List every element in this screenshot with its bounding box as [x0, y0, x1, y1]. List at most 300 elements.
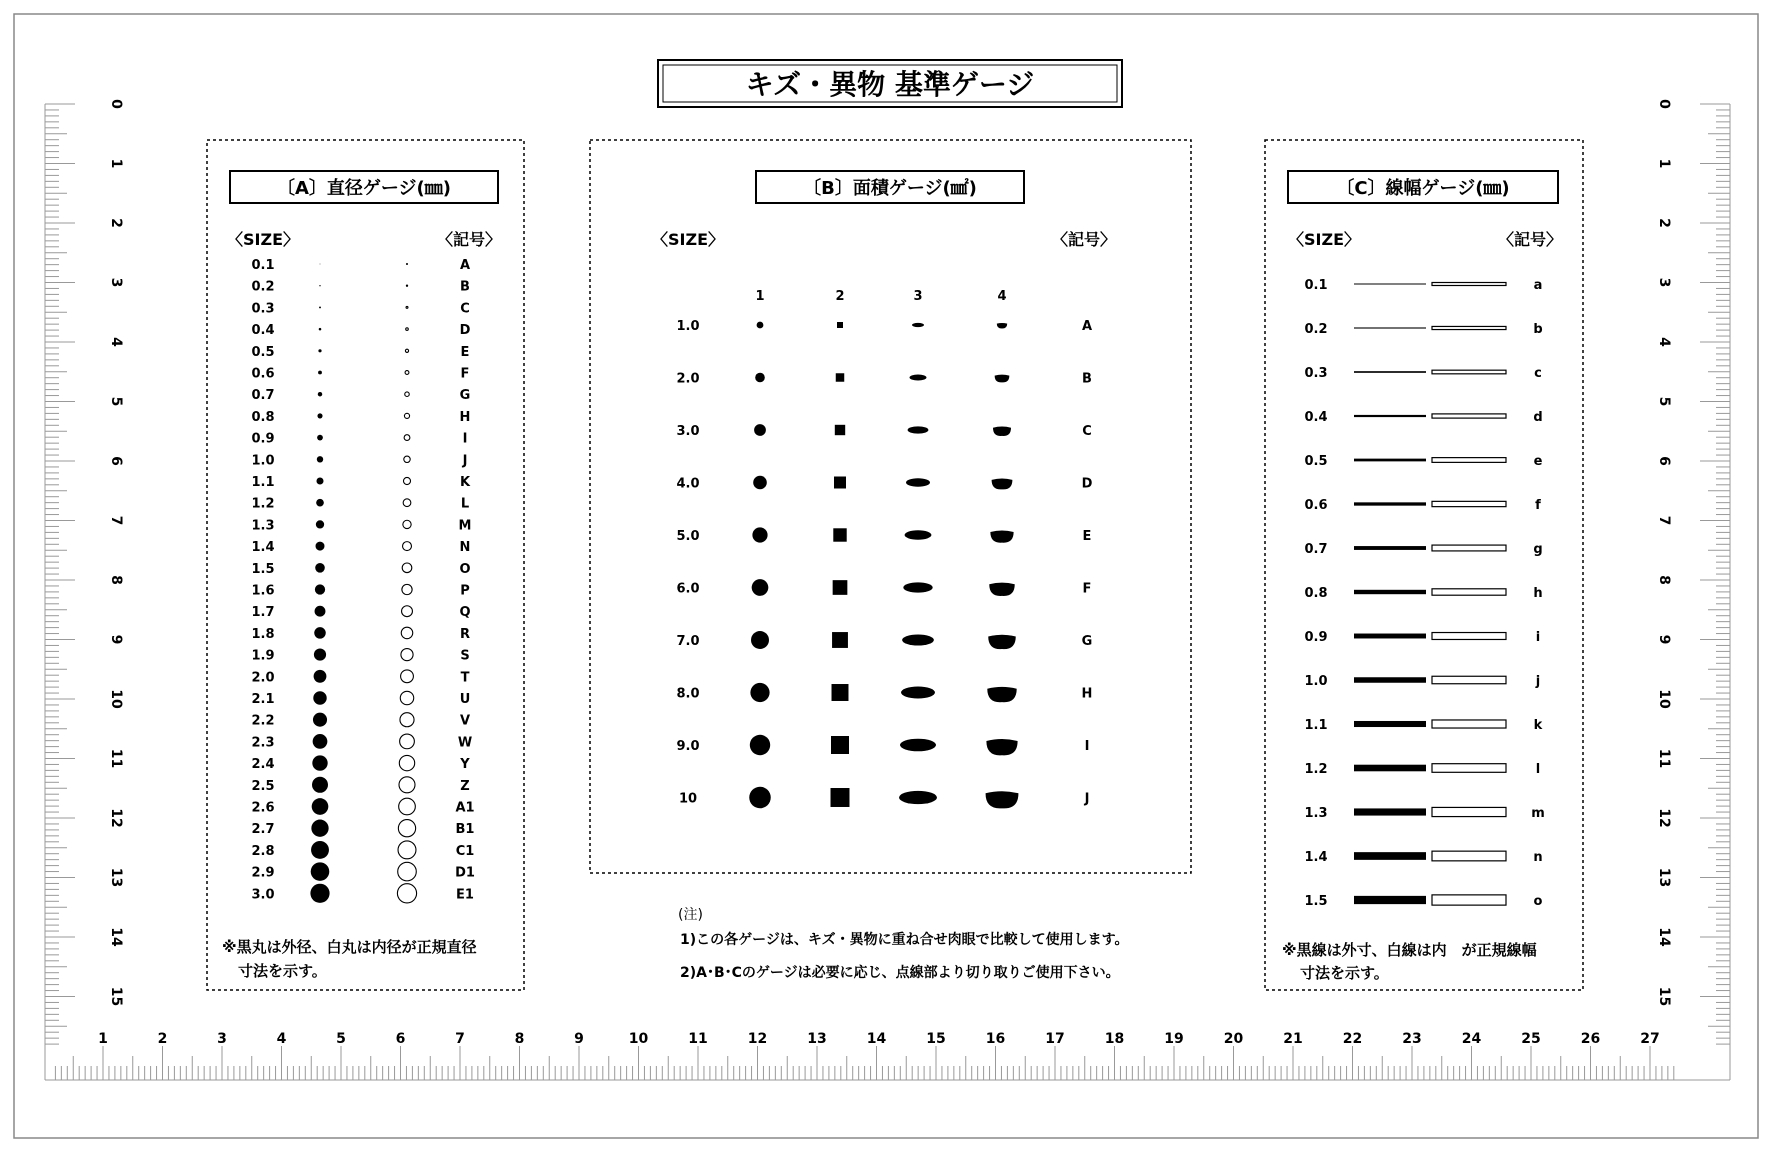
linewidth-size-label: 1.3 [1304, 806, 1328, 821]
area-halfmoon-shape [990, 531, 1013, 543]
white-dot-inner-diameter [400, 713, 414, 727]
bottom-ruler-number: 1 [98, 1031, 108, 1047]
panel-b-title: 〔B〕面積ゲージ(㎟) [803, 178, 977, 199]
diameter-code-label: U [459, 692, 471, 707]
white-line-inner-width [1432, 676, 1506, 684]
linewidth-code-label: m [1531, 806, 1545, 821]
linewidth-size-label: 1.5 [1304, 894, 1328, 909]
white-line-inner-width [1432, 370, 1506, 374]
white-dot-inner-diameter [402, 584, 412, 594]
black-line-outer-width [1354, 327, 1426, 328]
linewidth-code-label: b [1533, 322, 1543, 337]
diameter-size-label: 2.9 [251, 865, 275, 881]
white-line-inner-width [1432, 895, 1506, 905]
black-line-outer-width [1354, 677, 1426, 683]
area-square-shape [833, 528, 846, 541]
white-dot-inner-diameter [398, 862, 417, 881]
black-dot-outer-diameter [317, 435, 323, 441]
linewidth-size-label: 0.4 [1304, 410, 1328, 425]
panel-c-code-label: 〈記号〉 [1498, 230, 1563, 249]
linewidth-code-label: l [1535, 762, 1541, 777]
area-halfmoon-shape [989, 583, 1014, 596]
diameter-size-label: 0.5 [251, 344, 275, 360]
black-dot-outer-diameter [314, 670, 327, 683]
white-dot-inner-diameter [401, 627, 413, 639]
area-square-shape [832, 632, 848, 648]
white-line-inner-width [1432, 458, 1506, 463]
linewidth-size-label: 0.7 [1304, 542, 1328, 557]
bottom-ruler-number: 25 [1521, 1031, 1541, 1047]
diameter-size-label: 0.6 [251, 366, 275, 382]
area-square-shape [834, 477, 846, 489]
black-dot-outer-diameter [316, 499, 324, 507]
diameter-size-label: 2.4 [251, 757, 275, 773]
diameter-code-label: C [460, 301, 470, 317]
side-ruler-number: 8 [108, 575, 124, 585]
white-line-inner-width [1432, 851, 1506, 861]
diameter-size-label: 0.4 [251, 323, 275, 339]
black-line-outer-width [1354, 415, 1426, 417]
diameter-code-label: T [460, 670, 470, 686]
area-size-label: 7.0 [676, 634, 700, 649]
area-square-shape [833, 580, 848, 595]
area-column-header: 3 [913, 289, 923, 304]
black-dot-outer-diameter [311, 820, 328, 837]
bottom-ruler-number: 27 [1640, 1031, 1660, 1047]
diameter-size-label: 2.2 [251, 713, 275, 729]
white-line-inner-width [1432, 414, 1506, 418]
diameter-code-label: E1 [456, 887, 474, 903]
diameter-size-label: 0.9 [251, 431, 275, 447]
linewidth-code-label: e [1533, 454, 1543, 469]
area-ellipse-shape [910, 375, 927, 381]
bottom-ruler-number: 13 [807, 1031, 827, 1047]
linewidth-size-label: 1.0 [1304, 674, 1328, 689]
diameter-size-label: 1.5 [251, 561, 275, 577]
usage-notes [678, 907, 1128, 981]
white-dot-inner-diameter [399, 798, 416, 815]
diameter-size-label: 2.1 [251, 692, 275, 707]
white-line-inner-width [1432, 764, 1506, 773]
bottom-ruler-number: 17 [1045, 1031, 1065, 1047]
black-dot-outer-diameter [315, 606, 326, 617]
diameter-size-label: 2.6 [251, 800, 275, 816]
black-dot-outer-diameter [318, 371, 322, 375]
diameter-code-label: V [459, 713, 471, 729]
area-code-label: I [1084, 739, 1090, 754]
bottom-ruler-number: 24 [1461, 1031, 1482, 1047]
black-dot-outer-diameter [314, 627, 326, 639]
side-ruler-number: 1 [1656, 158, 1672, 169]
bottom-ruler-number: 22 [1342, 1031, 1363, 1047]
diameter-code-label: F [460, 366, 470, 382]
black-line-outer-width [1354, 590, 1426, 594]
black-dot-outer-diameter [319, 285, 320, 286]
area-ellipse-shape [899, 791, 937, 804]
diameter-code-label: C1 [455, 843, 475, 859]
white-dot-inner-diameter [407, 264, 408, 265]
area-ellipse-shape [901, 687, 935, 699]
black-dot-outer-diameter [313, 713, 327, 727]
bottom-ruler [45, 1031, 1730, 1080]
side-ruler-number: 12 [1656, 808, 1672, 828]
white-dot-inner-diameter [400, 691, 413, 704]
panel-c-line-width-gauge [1265, 140, 1583, 990]
area-code-label: C [1082, 424, 1092, 439]
diameter-size-label: 2.5 [251, 778, 275, 794]
linewidth-size-label: 0.1 [1304, 278, 1328, 293]
diameter-code-label: D1 [455, 865, 475, 881]
black-dot-outer-diameter [312, 755, 327, 770]
side-ruler-number: 11 [108, 748, 124, 769]
bottom-ruler-number: 8 [514, 1031, 525, 1047]
black-dot-outer-diameter [316, 542, 325, 551]
black-dot-outer-diameter [314, 649, 326, 661]
bottom-ruler-number: 26 [1580, 1031, 1601, 1047]
diameter-code-label: M [458, 518, 472, 534]
white-dot-inner-diameter [403, 499, 411, 507]
linewidth-code-label: j [1535, 674, 1541, 689]
area-halfmoon-shape [997, 323, 1007, 328]
area-circle-shape [751, 631, 769, 649]
diameter-size-label: 1.6 [251, 583, 275, 599]
diameter-code-label: Y [460, 757, 470, 773]
black-line-outer-width [1354, 459, 1426, 462]
panel-a-note-line1: ※黒丸は外径、白丸は内径が正規直径 [222, 938, 477, 956]
side-ruler-number: 2 [1656, 218, 1672, 228]
area-circle-shape [755, 373, 765, 383]
area-square-shape [837, 322, 843, 328]
linewidth-size-label: 0.3 [1304, 366, 1328, 381]
black-dot-outer-diameter [311, 862, 330, 881]
white-dot-inner-diameter [399, 755, 414, 770]
black-line-outer-width [1354, 634, 1426, 639]
area-ellipse-shape [912, 323, 924, 327]
side-ruler-number: 13 [108, 867, 124, 888]
diameter-code-label: Z [460, 778, 470, 794]
area-size-label: 6.0 [676, 581, 700, 597]
diameter-code-label: E [460, 344, 470, 360]
diameter-size-label: 2.8 [251, 843, 275, 859]
black-line-outer-width [1354, 371, 1426, 373]
area-column-header: 4 [997, 289, 1007, 304]
side-ruler-number: 14 [108, 927, 124, 947]
black-line-outer-width [1354, 896, 1426, 904]
side-ruler-number: 15 [1656, 986, 1672, 1007]
diameter-size-label: 0.8 [251, 409, 275, 425]
black-dot-outer-diameter [311, 841, 329, 859]
area-size-label: 2.0 [676, 371, 700, 387]
bottom-ruler-number: 14 [866, 1031, 887, 1047]
area-ellipse-shape [906, 478, 930, 486]
black-line-outer-width [1354, 502, 1426, 505]
area-circle-shape [752, 579, 769, 596]
bottom-ruler-number: 19 [1164, 1031, 1184, 1047]
diameter-code-label: I [462, 431, 468, 447]
black-line-outer-width [1354, 721, 1426, 727]
panel-b-code-label: 〈記号〉 [1052, 230, 1117, 249]
side-ruler-number: 5 [108, 396, 124, 407]
area-column-header: 1 [755, 289, 765, 304]
black-dot-outer-diameter [316, 477, 323, 484]
area-circle-shape [753, 476, 767, 490]
white-dot-inner-diameter [400, 734, 415, 749]
diameter-code-label: A [459, 258, 471, 273]
area-halfmoon-shape [986, 791, 1019, 808]
bottom-ruler-number: 23 [1402, 1031, 1422, 1047]
area-square-shape [831, 736, 849, 754]
left-ruler [45, 99, 124, 1080]
side-ruler-number: 9 [108, 634, 124, 645]
diameter-size-label: 0.7 [251, 388, 275, 404]
white-dot-inner-diameter [398, 841, 416, 859]
side-ruler-number: 6 [108, 456, 124, 466]
area-code-label: H [1081, 686, 1093, 702]
black-dot-outer-diameter [312, 798, 329, 815]
title-box [658, 60, 1122, 107]
area-ellipse-shape [900, 739, 936, 752]
bottom-ruler-number: 16 [985, 1031, 1006, 1047]
white-dot-inner-diameter [403, 477, 410, 484]
panel-c-title: 〔C〕線幅ゲージ(㎜) [1336, 178, 1510, 199]
area-code-label: E [1082, 529, 1092, 544]
side-ruler-number: 10 [1656, 689, 1672, 709]
side-ruler-number: 3 [108, 277, 124, 288]
black-dot-outer-diameter [318, 349, 321, 352]
notes-line2: 2)A･B･Cのゲージは必要に応じ、点線部より切り取りご使用下さい。 [680, 965, 1120, 981]
diameter-size-label: 1.0 [251, 453, 275, 469]
diameter-size-label: 2.7 [251, 822, 275, 838]
bottom-ruler-number: 2 [157, 1031, 168, 1047]
diameter-size-label: 1.2 [251, 496, 275, 512]
white-dot-inner-diameter [404, 435, 410, 441]
area-code-label: F [1082, 581, 1092, 597]
white-line-inner-width [1432, 283, 1506, 286]
area-ellipse-shape [908, 426, 929, 433]
black-dot-outer-diameter [315, 584, 325, 594]
linewidth-size-label: 0.9 [1304, 630, 1328, 645]
side-ruler-number: 4 [108, 337, 124, 347]
bottom-ruler-number: 12 [747, 1031, 768, 1047]
bottom-ruler-number: 21 [1283, 1031, 1303, 1047]
white-dot-inner-diameter [405, 349, 408, 352]
area-ellipse-shape [903, 582, 932, 592]
white-dot-inner-diameter [404, 456, 410, 462]
linewidth-code-label: k [1533, 718, 1543, 733]
side-ruler-number: 7 [1656, 515, 1672, 526]
area-column-header: 2 [835, 289, 845, 304]
side-ruler-number: 12 [108, 808, 124, 828]
linewidth-size-label: 1.2 [1304, 762, 1328, 777]
black-dot-outer-diameter [313, 691, 326, 704]
black-line-outer-width [1354, 765, 1426, 772]
linewidth-code-label: a [1533, 278, 1543, 293]
area-halfmoon-shape [988, 635, 1016, 649]
area-square-shape [836, 373, 844, 381]
black-dot-outer-diameter [317, 413, 322, 418]
bottom-ruler-number: 4 [276, 1031, 287, 1047]
linewidth-size-label: 1.4 [1304, 850, 1328, 865]
white-dot-inner-diameter [402, 606, 413, 617]
white-dot-inner-diameter [403, 542, 412, 551]
bottom-ruler-number: 5 [336, 1031, 346, 1047]
side-ruler-number: 10 [108, 689, 124, 709]
bottom-ruler-number: 7 [455, 1031, 465, 1047]
side-ruler-number: 3 [1656, 277, 1672, 288]
area-ellipse-shape [905, 530, 932, 539]
black-dot-outer-diameter [318, 392, 322, 396]
area-size-label: 4.0 [676, 476, 700, 492]
diameter-code-label: D [459, 323, 471, 339]
white-line-inner-width [1432, 326, 1506, 329]
side-ruler-number: 1 [108, 158, 124, 169]
side-ruler-number: 15 [108, 986, 124, 1007]
diameter-size-label: 1.1 [251, 475, 275, 490]
bottom-ruler-number: 15 [926, 1031, 946, 1047]
side-ruler-number: 5 [1656, 396, 1672, 407]
white-dot-inner-diameter [398, 820, 415, 837]
diameter-size-label: 3.0 [251, 887, 275, 903]
linewidth-code-label: o [1533, 894, 1543, 909]
diameter-code-label: O [459, 561, 471, 577]
diameter-size-label: 1.3 [251, 518, 275, 534]
diameter-code-label: W [457, 735, 473, 751]
area-square-shape [831, 788, 850, 807]
black-line-outer-width [1354, 546, 1426, 550]
white-dot-inner-diameter [406, 328, 409, 331]
area-code-label: J [1084, 791, 1090, 807]
diameter-code-label: R [459, 626, 471, 642]
area-halfmoon-shape [993, 427, 1011, 436]
black-line-outer-width [1354, 852, 1426, 860]
diameter-code-label: Q [459, 605, 471, 621]
panel-a-diameter-gauge [207, 140, 524, 990]
side-ruler-number: 0 [1656, 99, 1672, 109]
white-dot-inner-diameter [404, 413, 409, 418]
area-circle-shape [752, 527, 767, 542]
right-ruler [1656, 99, 1730, 1080]
white-dot-inner-diameter [405, 392, 409, 396]
diameter-code-label: A1 [455, 800, 475, 816]
linewidth-code-label: c [1534, 366, 1542, 381]
area-size-label: 3.0 [676, 424, 700, 439]
diameter-size-label: 0.3 [251, 301, 275, 317]
diameter-size-label: 1.8 [251, 626, 275, 642]
linewidth-code-label: d [1533, 410, 1543, 425]
panel-c-note-line2: 寸法を示す。 [1300, 964, 1389, 982]
white-line-inner-width [1432, 545, 1506, 551]
white-line-inner-width [1432, 501, 1506, 506]
diameter-size-label: 2.3 [251, 735, 275, 751]
linewidth-size-label: 0.2 [1304, 322, 1328, 337]
diameter-size-label: 1.7 [251, 605, 275, 621]
diameter-code-label: J [462, 453, 468, 469]
panel-b-cut-line [590, 140, 1191, 873]
area-size-label: 10 [678, 791, 698, 807]
panel-c-size-label: 〈SIZE〉 [1288, 230, 1361, 249]
panel-a-size-label: 〈SIZE〉 [227, 230, 300, 249]
side-ruler-number: 8 [1656, 575, 1672, 585]
diameter-size-label: 0.1 [251, 258, 275, 273]
notes-line1: 1)この各ゲージは、キズ・異物に重ね合せ肉眼で比較して使用します。 [680, 932, 1129, 948]
side-ruler-number: 0 [108, 99, 124, 109]
area-size-label: 1.0 [676, 319, 700, 334]
area-circle-shape [749, 787, 771, 809]
white-dot-inner-diameter [405, 371, 409, 375]
diameter-code-label: P [460, 583, 470, 599]
black-dot-outer-diameter [319, 306, 321, 308]
white-dot-inner-diameter [399, 777, 415, 793]
black-dot-outer-diameter [319, 328, 322, 331]
side-ruler-number: 13 [1656, 867, 1672, 888]
bottom-ruler-number: 18 [1104, 1031, 1125, 1047]
linewidth-size-label: 0.6 [1304, 498, 1328, 513]
area-halfmoon-shape [995, 375, 1010, 383]
area-code-label: B [1082, 371, 1092, 387]
bottom-ruler-number: 20 [1223, 1031, 1244, 1047]
area-size-label: 9.0 [676, 739, 700, 754]
white-dot-inner-diameter [397, 884, 416, 903]
linewidth-size-label: 0.5 [1304, 454, 1328, 469]
area-halfmoon-shape [986, 739, 1017, 755]
diameter-code-label: B [460, 279, 470, 295]
bottom-ruler-number: 10 [628, 1031, 649, 1047]
linewidth-code-label: f [1535, 498, 1541, 513]
panel-c-note-line1: ※黒線は外寸、白線は内 が正規線幅 [1282, 941, 1537, 959]
area-code-label: G [1081, 634, 1093, 649]
linewidth-code-label: h [1533, 586, 1543, 601]
area-circle-shape [750, 683, 769, 702]
black-dot-outer-diameter [313, 734, 328, 749]
panel-b-area-gauge [590, 140, 1191, 873]
area-size-label: 5.0 [676, 529, 700, 544]
white-dot-inner-diameter [403, 520, 411, 528]
diameter-size-label: 0.2 [251, 279, 275, 295]
diameter-code-label: S [460, 648, 470, 664]
black-line-outer-width [1354, 284, 1426, 285]
diameter-code-label: H [459, 409, 471, 425]
black-dot-outer-diameter [320, 264, 321, 265]
diameter-code-label: N [459, 540, 471, 556]
bottom-ruler-number: 9 [574, 1031, 584, 1047]
area-code-label: A [1081, 319, 1093, 334]
side-ruler-number: 11 [1656, 748, 1672, 769]
diameter-code-label: G [459, 388, 471, 404]
area-circle-shape [750, 735, 770, 755]
side-ruler-number: 7 [108, 515, 124, 526]
white-dot-inner-diameter [401, 649, 413, 661]
diameter-size-label: 1.4 [251, 540, 275, 556]
side-ruler-number: 4 [1656, 337, 1672, 347]
diameter-size-label: 2.0 [251, 670, 275, 686]
side-ruler-number: 2 [108, 218, 124, 228]
area-circle-shape [754, 424, 766, 436]
area-ellipse-shape [902, 634, 934, 645]
area-circle-shape [757, 322, 764, 329]
white-line-inner-width [1432, 807, 1506, 816]
panel-a-note-line2: 寸法を示す。 [238, 962, 327, 980]
area-square-shape [832, 684, 849, 701]
bottom-ruler-number: 11 [688, 1031, 708, 1047]
white-line-inner-width [1432, 720, 1506, 728]
white-dot-inner-diameter [406, 306, 408, 308]
white-line-inner-width [1432, 589, 1506, 595]
side-ruler-number: 14 [1656, 927, 1672, 947]
linewidth-code-label: n [1533, 850, 1543, 865]
white-line-inner-width [1432, 633, 1506, 640]
area-square-shape [835, 425, 845, 435]
black-dot-outer-diameter [312, 777, 328, 793]
